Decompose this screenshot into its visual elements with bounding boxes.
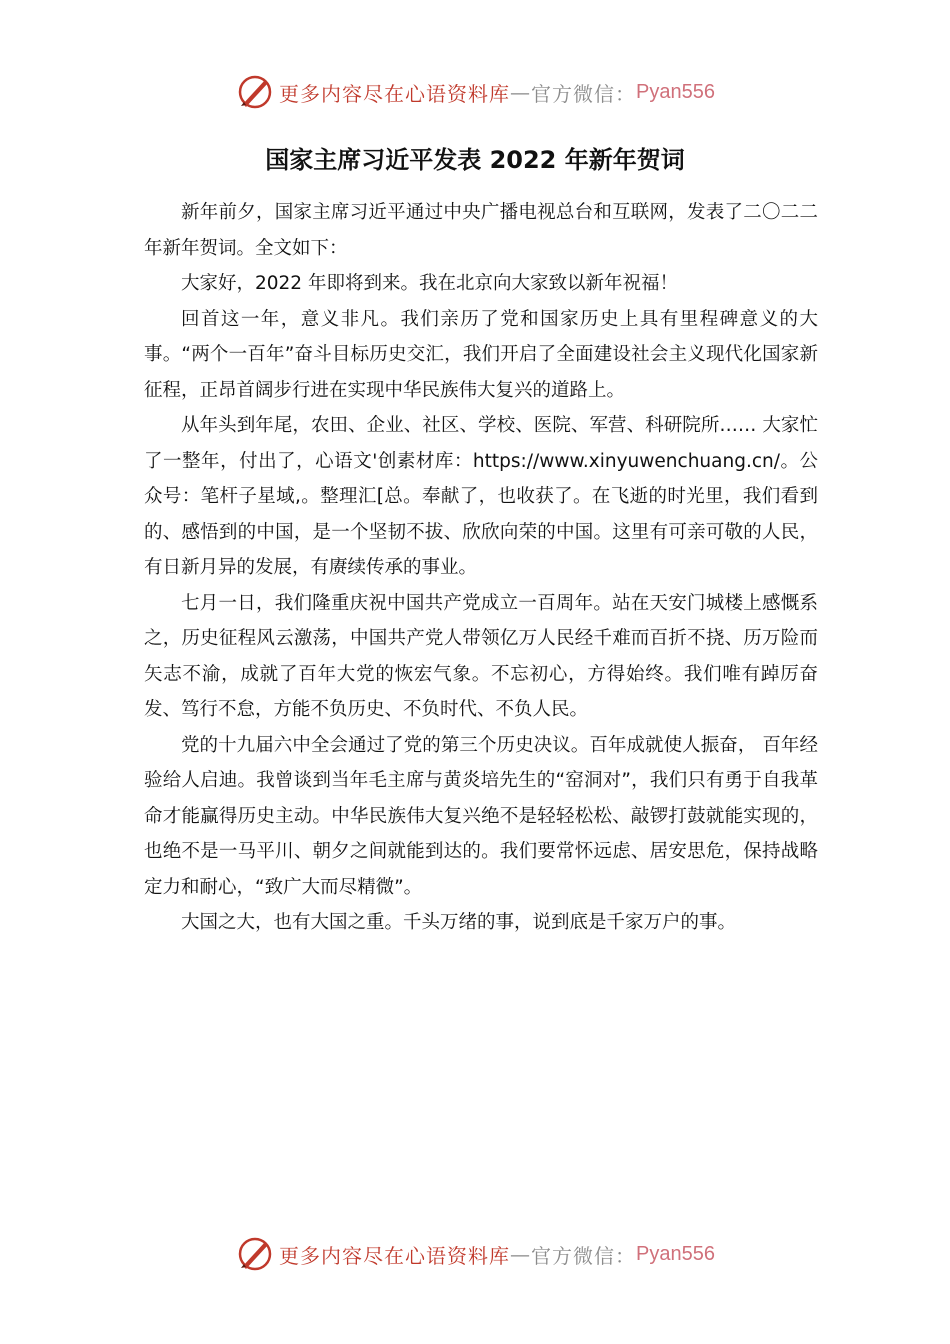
- banner-wechat-label: 官方微信：: [531, 81, 637, 106]
- paragraph: 党的十九届六中全会通过了党的第三个历史决议。百年成就使人振奋， 百年经验给人启迪。我曾谈到当年毛主席与黄炎培先生的“窑洞对”，我们只有勇于自我革命才能赢得历史主动。中华民族伟大复兴绝不是轻轻松松、敲锣打鼓就能实现的，也绝不是一马平川、朝夕之间就能到达的。我们要常怀远虑、居安思危，保持战略定力和耐心，“致广大而尽精微”。: [144, 734, 818, 898]
- banner-dash: —: [510, 80, 532, 104]
- document-body: [144, 195, 818, 941]
- banner-wechat-handle: Pyan556: [636, 1242, 715, 1265]
- footer-banner: [0, 1234, 950, 1274]
- header-banner: [0, 72, 950, 112]
- banner-wechat-label: 官方微信：: [531, 1243, 637, 1268]
- paragraph: 大国之大，也有大国之重。千头万绪的事，说到底是千家万户的事。: [181, 912, 737, 933]
- paragraph: 回首这一年，意义非凡。我们亲历了党和国家历史上具有里程碑意义的大事。“两个一百年”奋斗目标历史交汇，我们开启了全面建设社会主义现代化国家新征程，正昂首阔步行进在实现中华民族伟大复兴的道路上。: [144, 308, 818, 401]
- paragraph: 新年前夕，国家主席习近平通过中央广播电视总台和互联网，发表了二〇二二年新年贺词。全文如下：: [144, 202, 818, 259]
- document-title: 国家主席习近平发表 2022 年新年贺词: [265, 146, 685, 174]
- paragraph: 七月一日，我们隆重庆祝中国共产党成立一百周年。站在天安门城楼上感慨系之，历史征程风云激荡，中国共产党人带领亿万人民经千难而百折不挠、历万险而矢志不渝，成就了百年大党的恢宏气象。不忘初心，方得始终。我们唯有踔厉奋发、笃行不怠，方能不负历史、不负时代、不负人民。: [144, 592, 818, 720]
- banner-wechat-handle: Pyan556: [636, 80, 715, 103]
- pen-logo-icon: [235, 72, 275, 112]
- paragraph: 从年头到年尾，农田、企业、社区、学校、医院、军营、科研院所…… 大家忙了一整年，付出了，心语文'创素材库：https://www.xinyuwenchuang.cn/。公众号：笔杆子星域,。整理汇[总。奉献了，也收获了。在飞逝的时光里，我们看到的、感悟到的中国，是一个坚韧不拔、欣欣向荣的中国。这里有可亲可敬的人民，有日新月异的发展，有赓续传承的事业。: [144, 415, 818, 578]
- banner-slogan: 更多内容尽在心语资料库: [279, 1243, 511, 1268]
- banner-slogan: 更多内容尽在心语资料库: [279, 81, 511, 106]
- banner-dash: —: [510, 1242, 532, 1266]
- pen-logo-icon: [235, 1234, 275, 1274]
- paragraph: 大家好，2022 年即将到来。我在北京向大家致以新年祝福！: [181, 273, 678, 294]
